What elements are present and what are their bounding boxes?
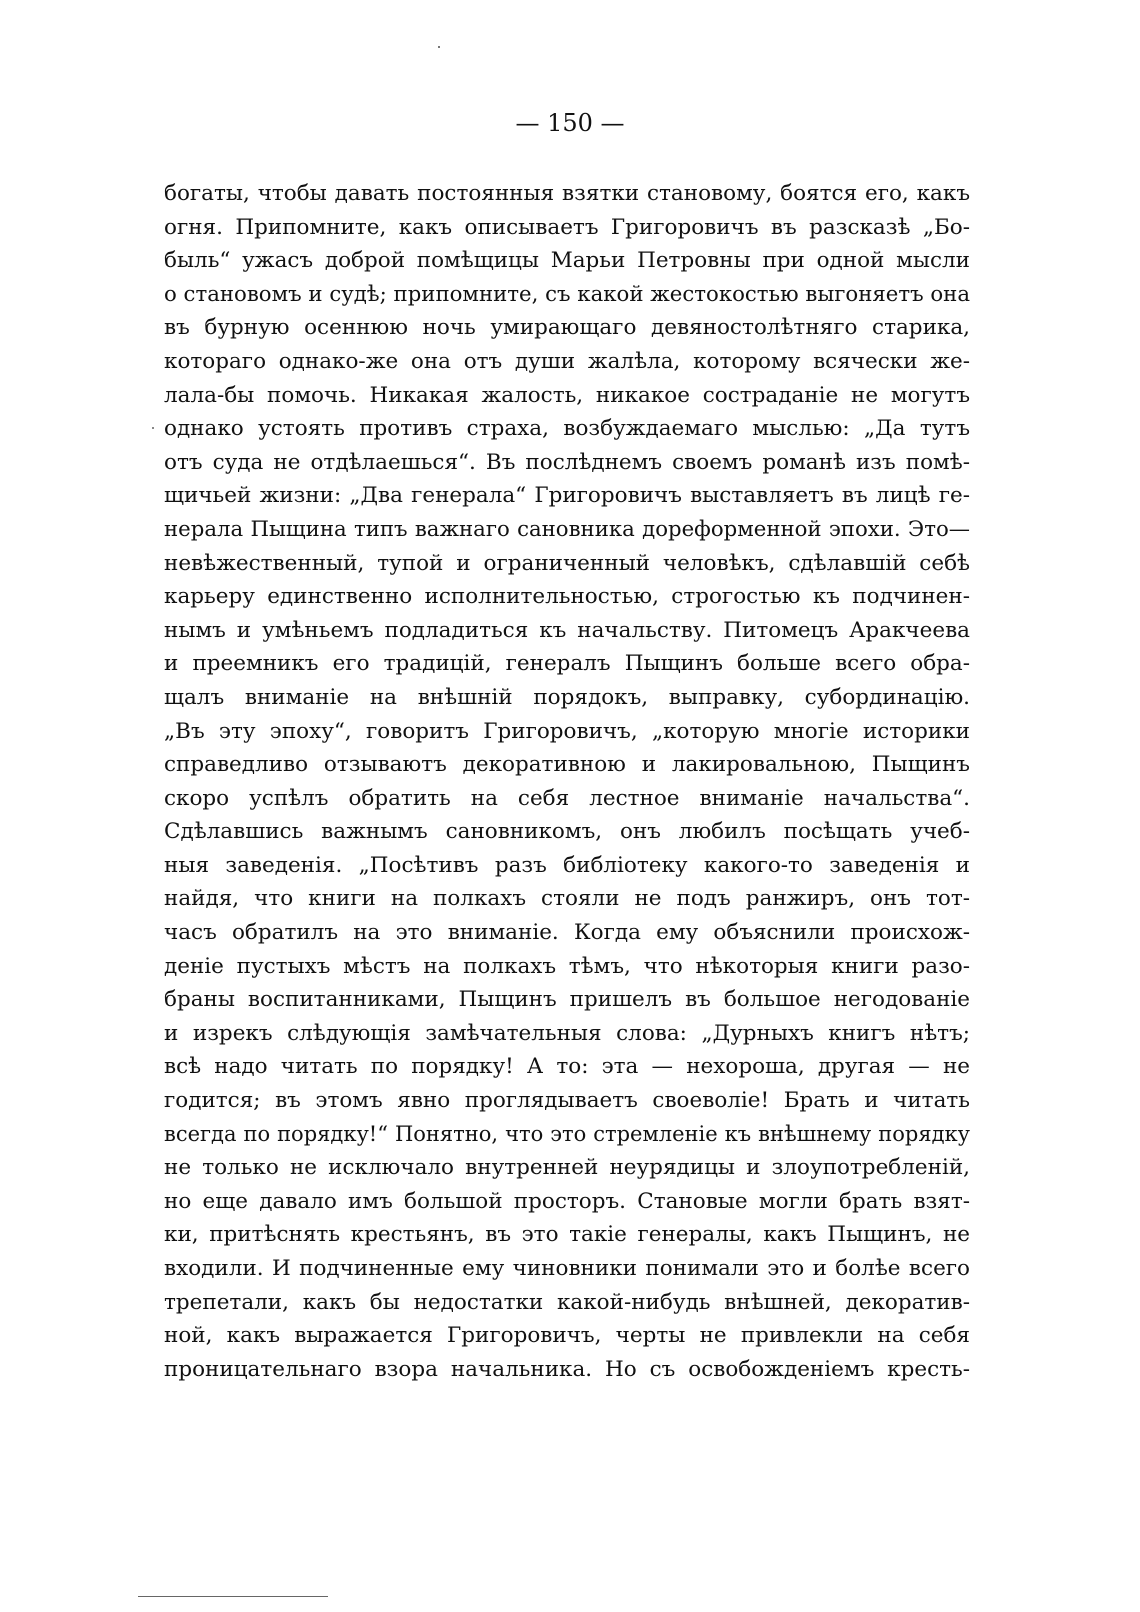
text-line: годится; въ этомъ явно проглядываетъ своеволіе! Брать и читать bbox=[164, 1088, 970, 1114]
text-line: браны воспитанниками, Пыщинъ пришелъ въ большое негодованіе bbox=[164, 987, 970, 1013]
text-line: и преемникъ его традицій, генералъ Пыщинъ больше всего обра- bbox=[164, 651, 970, 677]
scan-speck bbox=[438, 46, 440, 48]
text-line: щичьей жизни: „Два генерала“ Григоровичъ выставляетъ въ лицѣ ге- bbox=[164, 483, 970, 509]
text-line: часъ обратилъ на это вниманіе. Когда ему объяснили происхож- bbox=[164, 920, 970, 946]
text-line: быль“ ужасъ доброй помѣщицы Марьи Петровны при одной мысли bbox=[164, 248, 970, 274]
text-line: Сдѣлавшись важнымъ сановникомъ, онъ любилъ посѣщать учеб- bbox=[164, 819, 970, 845]
page-number: — 150 — bbox=[515, 109, 625, 137]
text-line: огня. Припомните, какъ описываетъ Григоровичъ въ разсказѣ „Бо- bbox=[164, 214, 970, 240]
text-line: ки, притѣснять крестьянъ, въ это такіе генералы, какъ Пыщинъ, не bbox=[164, 1222, 970, 1248]
text-line: ной, какъ выражается Григоровичъ, черты не привлекли на себя bbox=[164, 1323, 970, 1349]
text-line: нерала Пыщина типъ важнаго сановника дореформенной эпохи. Это— bbox=[164, 516, 970, 542]
text-line: скоро успѣлъ обратить на себя лестное вниманіе начальства“. bbox=[164, 785, 970, 811]
scan-speck bbox=[152, 427, 154, 429]
text-line: щалъ вниманіе на внѣшній порядокъ, выправку, субординацію. bbox=[164, 684, 970, 710]
text-line: въ бурную осеннюю ночь умирающаго девяностолѣтняго старика, bbox=[164, 315, 970, 341]
text-line: деніе пустыхъ мѣстъ на полкахъ тѣмъ, что нѣкоторыя книги разо- bbox=[164, 953, 970, 979]
text-line: найдя, что книги на полкахъ стояли не подъ ранжиръ, онъ тот- bbox=[164, 886, 970, 912]
text-line: невѣжественный, тупой и ограниченный человѣкъ, сдѣлавшій себѣ bbox=[164, 550, 970, 576]
text-line: лала-бы помочь. Никакая жалость, никакое состраданіе не могутъ bbox=[164, 382, 970, 408]
text-line: но еще давало имъ большой просторъ. Становые могли брать взят- bbox=[164, 1188, 970, 1214]
text-line: трепетали, какъ бы недостатки какой-нибудь внѣшней, декоратив- bbox=[164, 1289, 970, 1315]
text-line: не только не исключало внутренней неурядицы и злоупотребленій, bbox=[164, 1155, 970, 1181]
text-line: всѣ надо читать по порядку! А то: эта — нехороша, другая — не bbox=[164, 1054, 970, 1080]
text-line: отъ суда не отдѣлаешься“. Въ послѣднемъ своемъ романѣ изъ помѣ- bbox=[164, 449, 970, 475]
text-line: проницательнаго взора начальника. Но съ освобожденіемъ кресть- bbox=[164, 1356, 970, 1382]
text-line: котораго однако-же она отъ души жалѣла, которому всячески же- bbox=[164, 348, 970, 374]
text-line: ныя заведенія. „Посѣтивъ разъ библіотеку какого-то заведенія и bbox=[164, 852, 970, 878]
text-line: „Въ эту эпоху“, говоритъ Григоровичъ, „которую многіе историки bbox=[164, 718, 970, 744]
footer-rule bbox=[138, 1596, 328, 1597]
text-line: о становомъ и судѣ; припомните, съ какой жестокостью выгоняетъ она bbox=[164, 281, 970, 307]
text-line: нымъ и умѣньемъ подладиться къ начальству. Питомецъ Аракчеева bbox=[164, 617, 970, 643]
text-line: и изрекъ слѣдующія замѣчательныя слова: „Дурныхъ книгъ нѣтъ; bbox=[164, 1020, 970, 1046]
text-line: всегда по порядку!“ Понятно, что это стремленіе къ внѣшнему порядку bbox=[164, 1121, 970, 1146]
text-line: карьеру единственно исполнительностью, строгостью къ подчинен- bbox=[164, 584, 970, 610]
text-line: однако устоять противъ страха, возбуждаемаго мыслью: „Да тутъ bbox=[164, 416, 970, 442]
text-line: справедливо отзываютъ декоративною и лакировальною, Пыщинъ bbox=[164, 752, 970, 778]
text-line: входили. И подчиненные ему чиновники понимали это и болѣе всего bbox=[164, 1256, 970, 1281]
body-text bbox=[164, 177, 970, 1386]
text-line: богаты, чтобы давать постоянныя взятки становому, боятся его, какъ bbox=[164, 181, 970, 206]
